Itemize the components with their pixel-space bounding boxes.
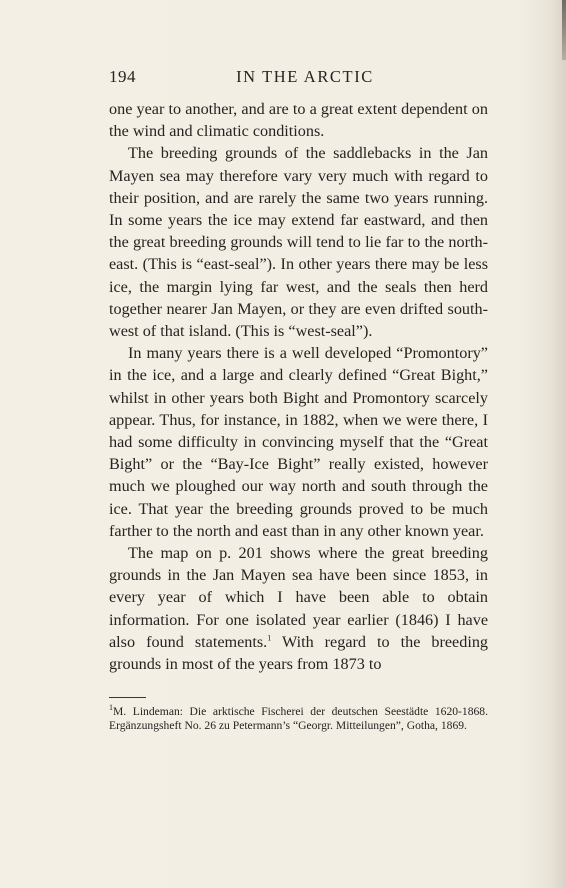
footnote-rule bbox=[109, 697, 146, 698]
body-text bbox=[109, 98, 488, 675]
paragraph-map-text: The map on p. 201 shows where the great breeding grounds in the Jan Mayen sea have been since 1853, in every year of which I have been able to obtain information. For one isolated year earlier (1846) I have also found statements. bbox=[109, 544, 488, 651]
page-number: 194 bbox=[109, 67, 136, 86]
footnote-reference: 1 bbox=[267, 633, 272, 643]
paragraph-map-reference bbox=[109, 542, 488, 675]
page-edge-shadow bbox=[562, 0, 566, 60]
paragraph-continuation: one year to another, and are to a great extent dependent on the wind and climatic conditions. bbox=[109, 100, 488, 141]
footnote-marker: 1 bbox=[109, 703, 113, 713]
footnote bbox=[109, 705, 488, 733]
running-title: IN THE ARCTIC bbox=[236, 67, 374, 86]
paragraph-promontory: In many years there is a well developed “Promontory” in the ice, and a large and clearly defined “Great Bight,” whilst in other years both Bight and Promontory scarcely appear. Thus, for instance, in 1882, when we were there, I had some difficulty in convincing myself that the “Great Bight” or the “Bay-Ice Bight” really existed, however much we ploughed our way north and south through the ice. That year the breeding grounds proved to be much farther to the north and east than in any other known year. bbox=[109, 344, 488, 540]
footnote-text: M. Lindeman: Die arktische Fischerei der deutschen Seestädte 1620-1868. Ergänzungsheft No. 26 zu Petermann’s “Georgr. Mitteilungen”, Gotha, 1869. bbox=[109, 705, 488, 732]
paragraph-breeding-grounds: The breeding grounds of the saddlebacks in the Jan Mayen sea may therefore vary very much with regard to their position, and are rarely the same two years running. In some years the ice may extend far eastward, and then the great breeding grounds will tend to lie far to the north-east. (This is “east-seal”). In other years there may be less ice, the margin lying far west, and the seals then herd together nearer Jan Mayen, or they are even drifted south-west of that island. (This is “west-seal”). bbox=[109, 144, 488, 341]
paragraph-map-text-continued: With regard to the breeding grounds in most of the years from 1873 to bbox=[109, 632, 489, 674]
